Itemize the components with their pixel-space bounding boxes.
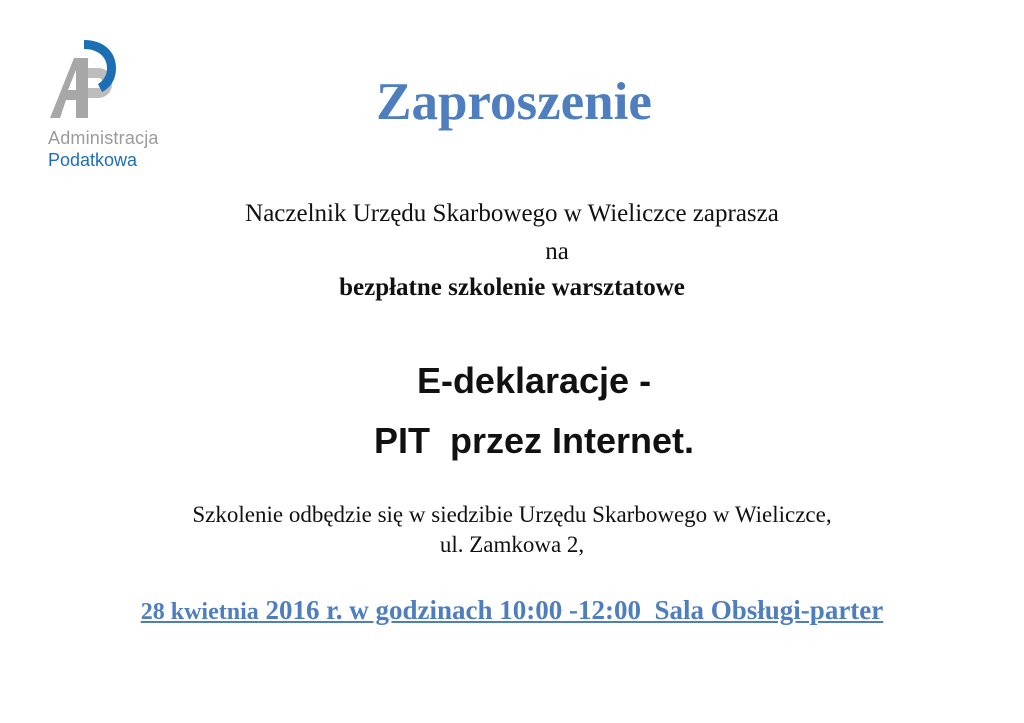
connector-text: na (545, 238, 569, 265)
event-time-location: 2016 r. w godzinach 10:00 -12:00 Sala Obsługi-parter (258, 595, 884, 625)
venue-line2: ul. Zamkowa 2, (439, 532, 585, 557)
event-type: bezpłatne szkolenie warsztatowe (339, 274, 685, 301)
event-schedule (0, 595, 1024, 626)
page-title: Zaproszenie (376, 73, 652, 131)
logo-text-administracja: Administracja (48, 128, 159, 148)
event-date: 28 kwietnia (140, 599, 259, 625)
logo-text-podatkowa: Podatkowa (48, 150, 138, 170)
course-title-line2: PIT przez Internet. (373, 420, 695, 461)
course-title-line1: E-deklaracje - (416, 360, 652, 401)
venue-line1: Szkolenie odbędzie się w siedzibie Urzędu Skarbowego w Wieliczce, (192, 502, 832, 527)
organizer-line: Naczelnik Urzędu Skarbowego w Wieliczce zaprasza (245, 200, 779, 227)
